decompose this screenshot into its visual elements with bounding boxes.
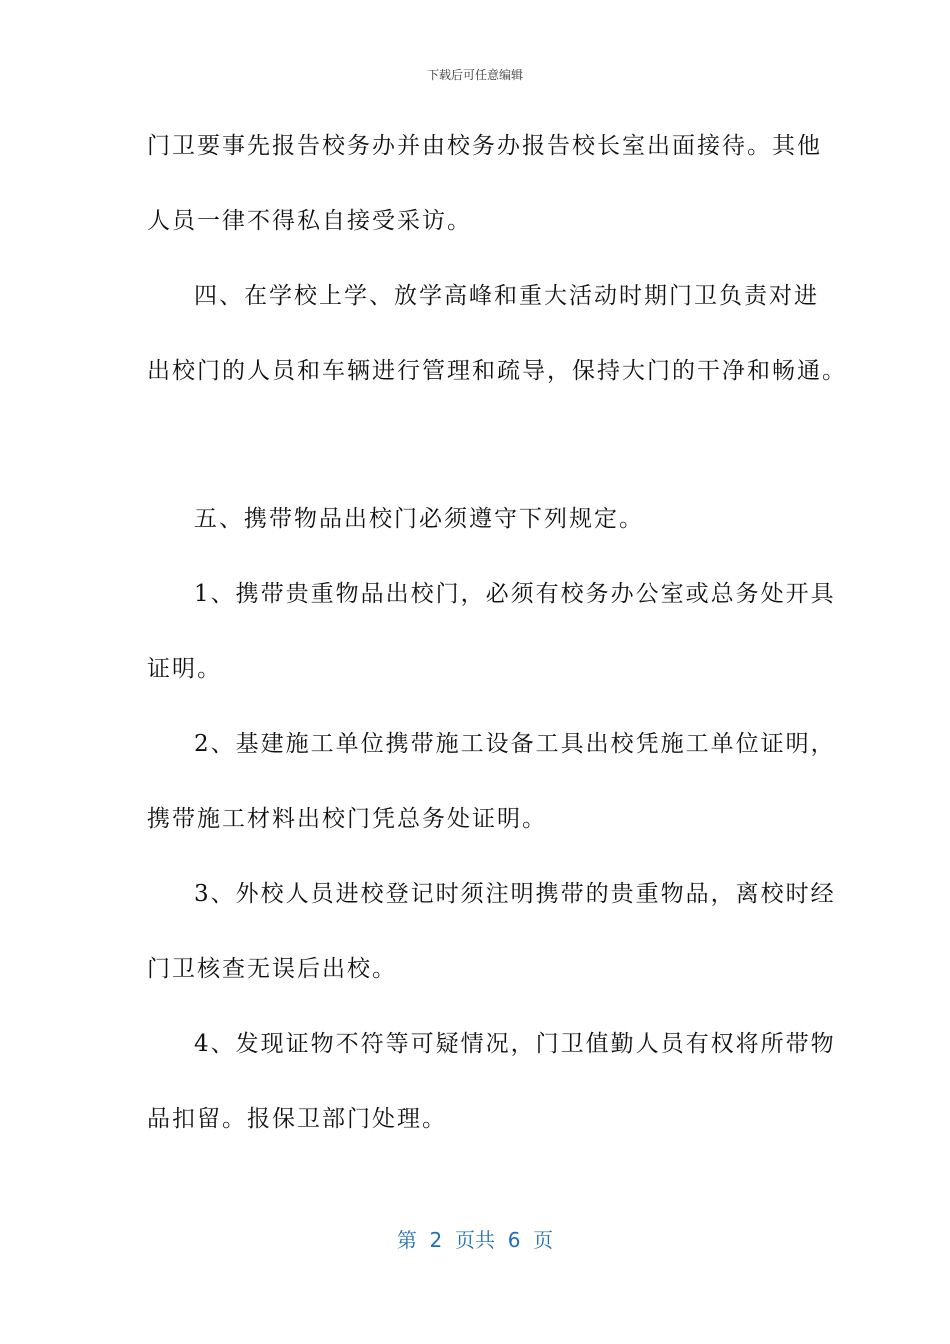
paragraph-line: 携带施工材料出校门凭总务处证明。 bbox=[147, 806, 547, 832]
page-header: 下载后可任意编辑 bbox=[426, 68, 523, 82]
paragraph-line: 4、发现证物不符等可疑情况，门卫值勤人员有权将所带物 bbox=[194, 1031, 836, 1057]
paragraph-line: 证明。 bbox=[147, 656, 222, 682]
paragraph-line: 2、基建施工单位携带施工设备工具出校凭施工单位证明， bbox=[194, 731, 836, 757]
paragraph-line: 出校门的人员和车辆进行管理和疏导，保持大门的干净和畅通。 bbox=[147, 358, 847, 384]
paragraph-line: 品扣留。报保卫部门处理。 bbox=[147, 1106, 447, 1132]
paragraph-line: 人员一律不得私自接受采访。 bbox=[147, 208, 472, 234]
paragraph-line: 门卫核查无误后出校。 bbox=[147, 956, 397, 982]
paragraph-line: 四、在学校上学、放学高峰和重大活动时期门卫负责对进 bbox=[194, 283, 819, 309]
paragraph-line: 门卫要事先报告校务办并由校务办报告校长室出面接待。其他 bbox=[147, 133, 822, 159]
page-number-footer: 第 2 页共 6 页 bbox=[396, 1228, 554, 1252]
paragraph-line: 3、外校人员进校登记时须注明携带的贵重物品，离校时经 bbox=[194, 881, 836, 907]
paragraph-line: 五、携带物品出校门必须遵守下列规定。 bbox=[194, 506, 644, 532]
paragraph-line: 1、携带贵重物品出校门，必须有校务办公室或总务处开具 bbox=[194, 581, 836, 607]
